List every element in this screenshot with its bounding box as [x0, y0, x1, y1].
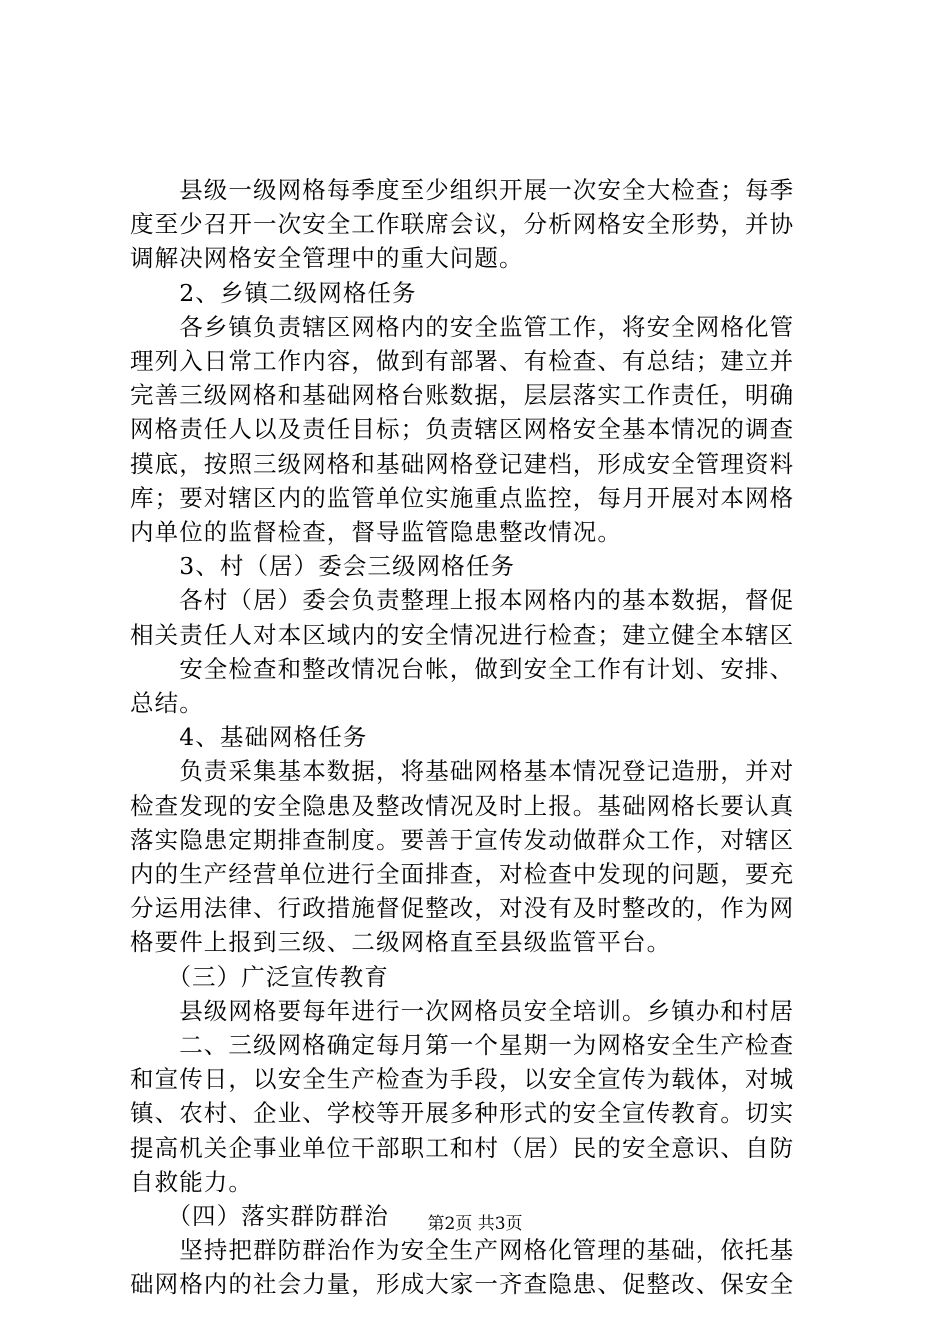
section-heading: （三）广泛宣传教育	[130, 963, 389, 991]
text-line: 格要件上报到三级、二级网格直至县级监管平台。	[130, 928, 672, 956]
text-line: 库；要对辖区内的监管单位实施重点监控，每月开展对本网格	[130, 484, 795, 512]
text-line: 总结。	[130, 689, 204, 717]
section-heading: 3、村（居）委会三级网格任务	[130, 552, 516, 580]
text-line: 县级网格要每年进行一次网格员安全培训。乡镇办和村居	[130, 997, 795, 1025]
text-line: 镇、农村、企业、学校等开展多种形式的安全宣传教育。切实	[130, 1099, 795, 1127]
text-line: 相关责任人对本区域内的安全情况进行检查；建立健全本辖区	[130, 621, 795, 649]
text-line: 完善三级网格和基础网格台账数据，层层落实工作责任，明确	[130, 381, 795, 409]
page-footer: 第2页 共3页	[427, 1214, 523, 1234]
section-heading: 2、乡镇二级网格任务	[130, 279, 417, 307]
text-line: 摸底，按照三级网格和基础网格登记建档，形成安全管理资料	[130, 450, 795, 478]
text-line: 落实隐患定期排查制度。要善于宣传发动做群众工作，对辖区	[130, 826, 795, 854]
text-line: 安全检查和整改情况台帐，做到安全工作有计划、安排、	[130, 655, 795, 683]
text-line: 础网格内的社会力量，形成大家一齐查隐患、促整改、保安全	[130, 1270, 795, 1298]
section-heading: 4、基础网格任务	[130, 723, 368, 751]
text-line: 坚持把群防群治作为安全生产网格化管理的基础，依托基	[130, 1236, 795, 1264]
text-line: 县级一级网格每季度至少组织开展一次安全大检查；每季	[130, 176, 795, 204]
text-line: 各村（居）委会负责整理上报本网格内的基本数据，督促	[130, 586, 795, 614]
text-line: 理列入日常工作内容，做到有部署、有检查、有总结；建立并	[130, 347, 795, 375]
text-line: 内单位的监督检查，督导监管隐患整改情况。	[130, 518, 622, 546]
text-line: 内的生产经营单位进行全面排查，对检查中发现的问题，要充	[130, 860, 795, 888]
text-line: 度至少召开一次安全工作联席会议，分析网格安全形势，并协	[130, 210, 795, 238]
text-line: 提高机关企事业单位干部职工和村（居）民的安全意识、自防	[130, 1134, 795, 1162]
text-line: 网格责任人以及责任目标；负责辖区网格安全基本情况的调查	[130, 415, 795, 443]
section-heading: （四）落实群防群治	[130, 1202, 389, 1230]
text-line: 调解决网格安全管理中的重大问题。	[130, 244, 524, 272]
text-line: 二、三级网格确定每月第一个星期一为网格安全生产检查	[130, 1031, 795, 1059]
text-line: 自救能力。	[130, 1168, 253, 1196]
text-line: 和宣传日，以安全生产检查为手段，以安全宣传为载体，对城	[130, 1065, 795, 1093]
text-line: 负责采集基本数据，将基础网格基本情况登记造册，并对	[130, 757, 795, 785]
text-line: 分运用法律、行政措施督促整改，对没有及时整改的，作为网	[130, 894, 795, 922]
text-line: 各乡镇负责辖区网格内的安全监管工作，将安全网格化管	[130, 313, 795, 341]
text-line: 检查发现的安全隐患及整改情况及时上报。基础网格长要认真	[130, 792, 795, 820]
